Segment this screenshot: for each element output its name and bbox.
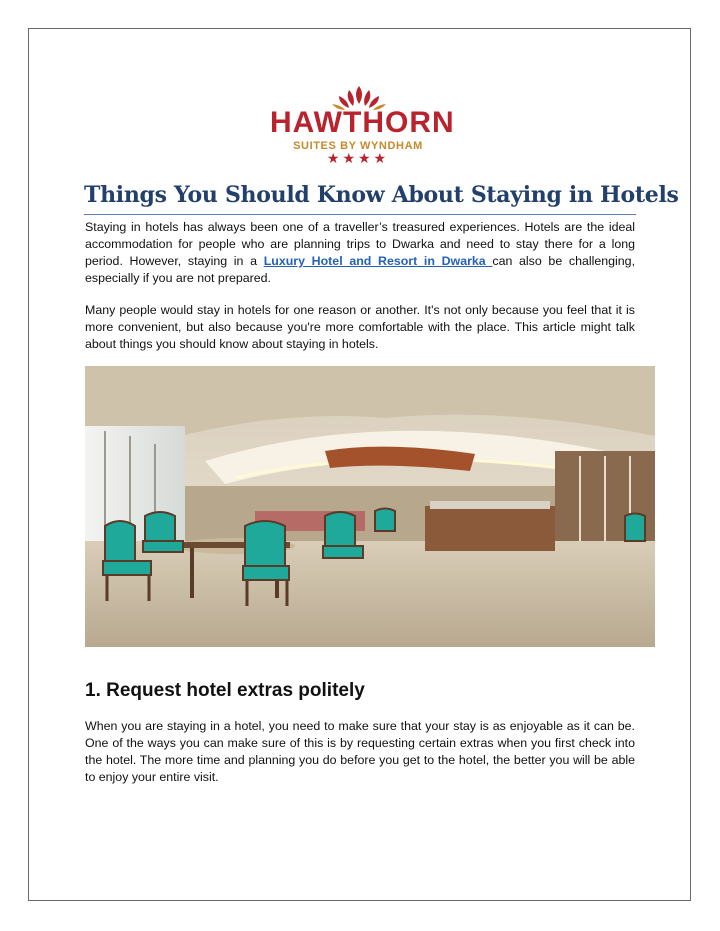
logo-stars: ★★★★ bbox=[326, 150, 390, 166]
restaurant-illustration bbox=[85, 366, 655, 647]
hotel-restaurant-photo bbox=[85, 366, 655, 647]
logo-subtitle: SUITES BY WYNDHAM bbox=[293, 140, 423, 152]
intro-paragraph bbox=[85, 219, 635, 287]
hawthorn-logo bbox=[270, 84, 455, 168]
section-body-request-extras: When you are staying in a hotel, you need to make sure that your stay is as enjoyable as it can be. One of the ways you can make sure of this is by requesting certain extras when you first check into the hotel. The more time and planning you do before you get to the hotel, the better you will be able to enjoy your entire visit. bbox=[85, 719, 635, 784]
section-heading-request-extras: 1. Request hotel extras politely bbox=[85, 680, 365, 701]
page-title: Things You Should Know About Staying in Hotels bbox=[84, 178, 636, 215]
logo-wordmark: HAWTHORN bbox=[270, 106, 455, 139]
luxury-hotel-link[interactable]: Luxury Hotel and Resort in Dwarka bbox=[263, 254, 493, 268]
intro-text-start: Staying in hotels has always been one of a traveller’s treasured experiences. Hotels are the ideal accommodation for people who are planning trips to Dwarka and need to stay there for a long period. However, staying in a bbox=[85, 220, 635, 268]
second-paragraph: Many people would stay in hotels for one reason or another. It's not only because you feel that it is more convenient, but also because you're more comfortable with the place. This article might talk about things you should know about staying in hotels. bbox=[85, 303, 635, 351]
intro-text-end: can also be challenging, especially if you are not prepared. bbox=[85, 254, 636, 285]
